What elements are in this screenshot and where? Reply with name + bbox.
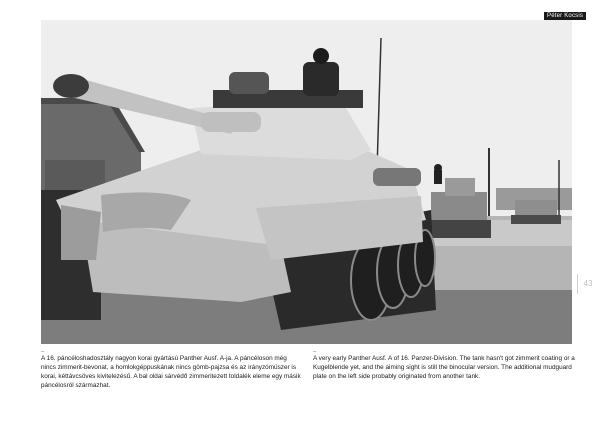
page-number: 43 bbox=[577, 274, 598, 294]
caption-marker: – bbox=[313, 349, 317, 355]
far-tank bbox=[511, 200, 561, 224]
caption-english-text: A very early Panther Ausf. A of 16. Panzer-Division. The tank hasn't got zimmerit coating or a Kugelblende yet, and the aiming sight is still the binocular version. The additional mudguard plate on the left side probably originated from another tank. bbox=[313, 355, 575, 380]
rear-stowage bbox=[373, 168, 421, 186]
caption-english bbox=[313, 349, 575, 382]
tank-photograph bbox=[41, 20, 572, 344]
caption-hungarian bbox=[41, 349, 301, 391]
caption-hungarian-text: A 16. páncéloshadosztály nagyon korai gyártású Panther Ausf. A-ja. A páncéloson még nincs zimmerit-bevonat, a homlokgéppuskának nincs gömb-pajzsa és az irányzómüszer is korai, kéttávcsöves kivitelezésű. A bal oldai sárvédő zimmeritezett toldalék eleme egy másik páncélosról származhat. bbox=[41, 355, 301, 389]
caption-marker: – bbox=[41, 349, 45, 355]
author-tag: Péter Kocsis bbox=[544, 12, 586, 20]
